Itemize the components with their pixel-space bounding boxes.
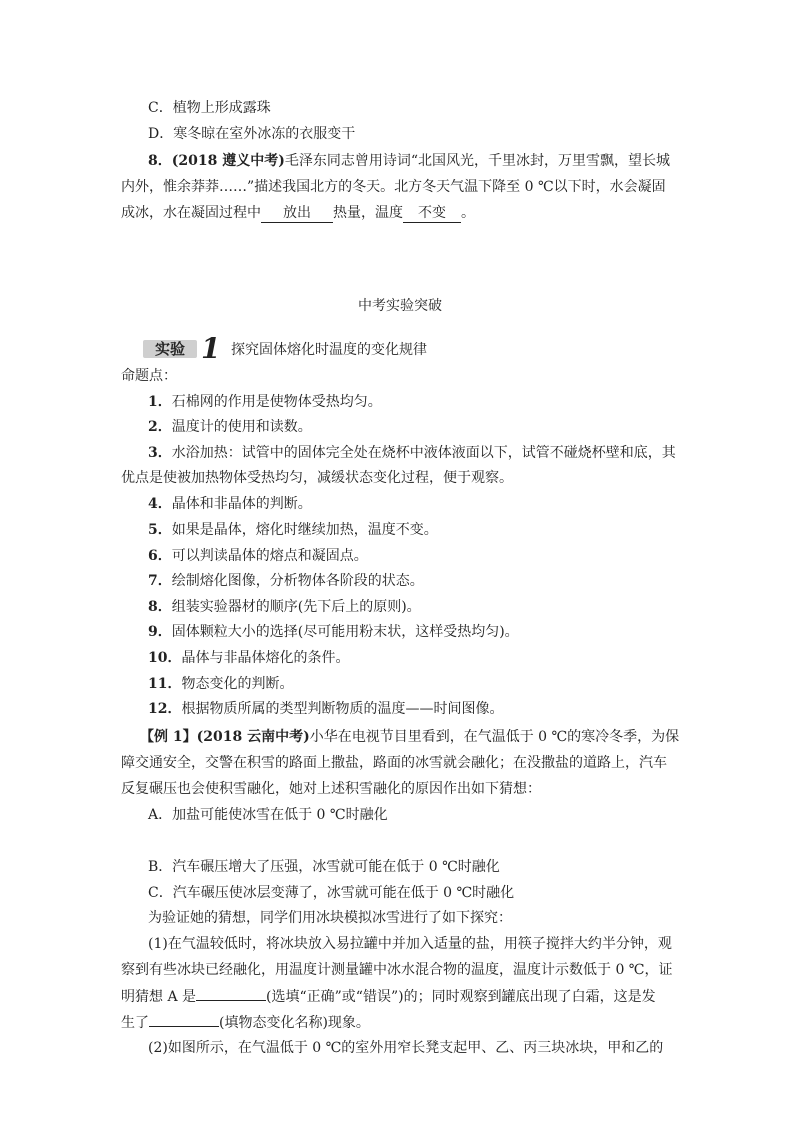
example-option-b: B．汽车碾压增大了压强，冰雪就可能在低于 0 ℃时融化: [148, 859, 500, 875]
item-text: 可以判读晶体的熔点和凝固点。: [171, 548, 368, 564]
question-text: 成冰，水在凝固过程中: [121, 205, 261, 221]
answer-blank-3: [196, 986, 266, 1001]
part-1-line-1: (1)在气温较低时，将冰块放入易拉罐中并加入适量的盐，用筷子搅拌大约半分钟，观: [148, 936, 672, 952]
experiment-title: 探究固体熔化时温度的变化规律: [231, 342, 427, 358]
item-text: 组装实验器材的顺序(先下后上的原则)。: [171, 599, 421, 615]
item-number: 9．: [148, 624, 172, 640]
option-d: D．寒冬晾在室外冰冻的衣服变干: [148, 126, 356, 142]
answer-blank-4: [149, 1012, 219, 1027]
question-number: 8．: [148, 153, 172, 169]
list-item: [148, 546, 368, 566]
question-text: 热量，温度: [333, 205, 403, 221]
part-1-line-4: [121, 1012, 370, 1033]
answer-blank-2: 不变: [403, 204, 461, 223]
question-8-line-1: [148, 151, 670, 171]
example-option-c: C．汽车碾压使冰层变薄了，冰雪就可能在低于 0 ℃时融化: [148, 885, 515, 901]
question-text: 生了: [121, 1015, 149, 1031]
item-number: 10．: [148, 650, 182, 666]
item-text: 绘制熔化图像，分析物体各阶段的状态。: [171, 573, 424, 589]
list-item: [148, 648, 349, 668]
list-item: [148, 622, 519, 642]
item-text: 根据物质所属的类型判断物质的温度——时间图像。: [181, 701, 504, 717]
question-text: (选填“正确”或“错误”)的；同时观察到罐底出现了白霜，这是发: [266, 989, 656, 1005]
item-number: 2．: [148, 419, 172, 435]
question-8-line-2: 内外，惟余莽莽……”描述我国北方的冬天。北方冬天气温下降至 0 ℃以下时，水会凝固: [121, 179, 666, 195]
item-text: 温度计的使用和读数。: [171, 419, 312, 435]
list-item: [148, 443, 676, 463]
item-number: 5．: [148, 522, 172, 538]
points-heading: 命题点：: [121, 368, 177, 384]
list-item: [148, 699, 503, 719]
example-line-3: 反复碾压也会使积雪融化，她对上述积雪融化的原因作出如下猜想：: [121, 781, 541, 797]
item-number: 11．: [148, 676, 182, 692]
item-number: 7．: [148, 573, 172, 589]
item-text: 如果是晶体，熔化时继续加热，温度不变。: [171, 522, 438, 538]
section-title: 中考实验突破: [358, 298, 442, 314]
item-number: 8．: [148, 599, 172, 615]
item-text: 晶体与非晶体熔化的条件。: [181, 650, 350, 666]
question-source: (2018 遵义中考): [171, 153, 285, 169]
item-text: 固体颗粒大小的选择(尽可能用粉末状，这样受热均匀)。: [171, 624, 519, 640]
item-text: 石棉网的作用是使物体受热均匀。: [171, 394, 382, 410]
question-text: 明猜想 A 是: [121, 989, 197, 1005]
item-text: 优点是使被加热物体受热均匀，减缓状态变化过程，便于观察。: [121, 470, 513, 486]
experiment-number: 1: [201, 332, 221, 365]
list-item: [148, 494, 312, 514]
example-line-4: 为验证她的猜想，同学们用冰块模拟冰雪进行了如下探究：: [148, 910, 512, 926]
option-c: C．植物上形成露珠: [148, 100, 271, 116]
list-item-continuation: [121, 468, 513, 488]
example-text: 小华在电视节目里看到，在气温低于 0 ℃的寒冷冬季，为保: [309, 729, 680, 745]
part-2-line-1: (2)如图所示，在气温低于 0 ℃的室外用窄长凳支起甲、乙、丙三块冰块，甲和乙的: [148, 1040, 664, 1056]
list-item: [148, 571, 424, 591]
example-source: (2018 云南中考): [196, 729, 310, 745]
example-option-a: A．加盐可能使冰雪在低于 0 ℃时融化: [148, 807, 388, 823]
answer-blank-1: 放出: [261, 204, 333, 223]
list-item: [148, 520, 438, 540]
item-number: 3．: [148, 445, 172, 461]
item-number: 12．: [148, 701, 182, 717]
item-number: 1．: [148, 394, 172, 410]
example-line-1: [140, 727, 679, 747]
item-number: 6．: [148, 548, 172, 564]
example-line-2: 障交通安全，交警在积雪的路面上撒盐，路面的冰雪就会融化；在没撒盐的道路上，汽车: [121, 755, 667, 771]
list-item: [148, 417, 312, 437]
experiment-label: 实验: [143, 340, 197, 358]
item-text: 水浴加热：试管中的固体完全处在烧杯中液体液面以下，试管不碰烧杯壁和底，其: [171, 445, 676, 461]
experiment-badge: [143, 332, 225, 365]
example-label: 【例 1】: [140, 729, 197, 745]
question-text: (填物态变化名称)现象。: [219, 1015, 370, 1031]
item-text: 晶体和非晶体的判断。: [171, 496, 312, 512]
item-text: 物态变化的判断。: [181, 676, 294, 692]
list-item: [148, 392, 382, 412]
list-item: [148, 597, 421, 617]
item-number: 4．: [148, 496, 172, 512]
question-text: 毛泽东同志曾用诗词“北国风光，千里冰封，万里雪飘，望长城: [284, 153, 670, 169]
list-item: [148, 674, 293, 694]
part-1-line-3: [121, 986, 656, 1007]
question-text: 。: [461, 205, 475, 221]
question-8-line-3: [121, 203, 475, 223]
part-1-line-2: 察到有些冰块已经融化，用温度计测量罐中冰水混合物的温度，温度计示数低于 0 ℃，证: [121, 962, 673, 978]
